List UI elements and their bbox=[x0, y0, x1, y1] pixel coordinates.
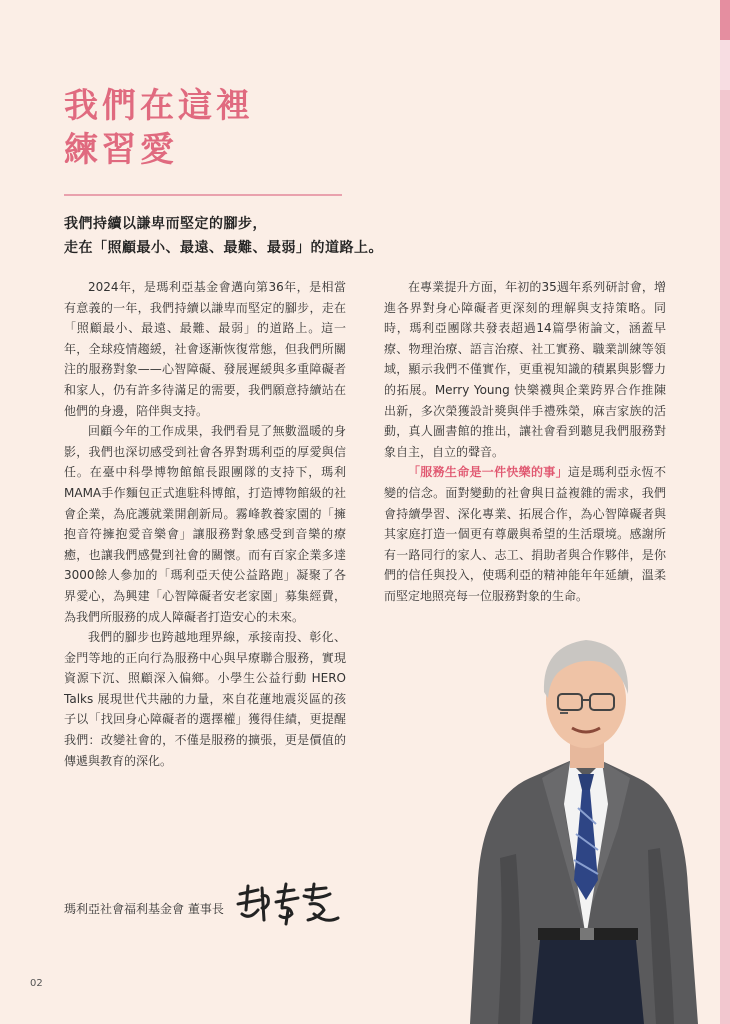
page-edge-tab bbox=[720, 0, 730, 1024]
lead-line-1: 我們持續以謙卑而堅定的腳步， bbox=[64, 216, 267, 232]
paragraph: 2024年，是瑪利亞基金會邁向第36年，是相當有意義的一年，我們持續以謙卑而堅定的腳步，走在「照顧最小、最遠、最難、最弱」的道路上。這一年，全球疫情趨緩，社會逐漸恢復常態，但我們所關注的服務對象——心智障礙、發展遲緩與多重障礙者和家人，仍有許多待滿足的需要，我們願意持續站在他們的身邊，陪伴與支持。 bbox=[64, 280, 346, 418]
chairman-portrait bbox=[460, 628, 710, 1024]
edge-tab-mark bbox=[720, 40, 730, 90]
lead-statement bbox=[64, 212, 383, 260]
paragraph bbox=[384, 462, 666, 606]
signature-organization: 瑪利亞社會福利基金會 董事長 bbox=[64, 901, 224, 916]
paragraph: 回顧今年的工作成果，我們看見了無數溫暖的身影，我們也深切感受到社會各界對瑪利亞的厚愛與信任。在臺中科學博物館館長跟團隊的支持下，瑪利MAMA手作麵包正式進駐科博館，打造博物館級的社會企業，為庇護就業開創新局。霧峰教養家園的「擁抱音符擁抱愛音樂會」讓服務對象感受到音樂的療癒，也讓我們感覺到社會的關懷。而有百家企業多達3000餘人參加的「瑪利亞天使公益路跑」凝聚了各界愛心，為興建「心智障礙者安老家園」募集經費，為我們所服務的成人障礙者打造安心的未來。 bbox=[64, 424, 346, 624]
page-title bbox=[64, 84, 254, 172]
title-line-2: 練習愛 bbox=[64, 130, 178, 170]
paragraph: 在專業提升方面，年初的35週年系列研討會，增進各界對身心障礙者更深刻的理解與支持策略。同時，瑪利亞團隊共發表超過14篇學術論文，涵蓋早療、物理治療、語言治療、社工實務、職業訓練等領域，顯示我們不僅實作，更重視知識的積累與影響力的拓展。Merry Young 快樂襪與企業跨界合作推陳出新，多次榮獲設計獎與伴手禮殊榮，麻吉家族的活動，真人圖書館的推出，讓社會看到聽見我們服務對象自主，自立的聲音。 bbox=[384, 280, 666, 459]
edge-tab-mark bbox=[720, 0, 730, 40]
lead-line-2: 走在「照顧最小、最遠、最難、最弱」的道路上。 bbox=[64, 240, 383, 256]
paragraph-text: 這是瑪利亞永恆不變的信念。面對變動的社會與日益複雜的需求，我們會持續學習、深化專業、拓展合作，為心智障礙者與其家庭打造一個更有尊嚴與希望的生活環境。感謝所有一路同行的家人、志工、捐助者與合作夥伴，是你們的信任與投入，使瑪利亞的精神能年年延續，溫柔而堅定地照亮每一位服務對象的生命。 bbox=[384, 465, 666, 603]
page-number: 02 bbox=[30, 978, 43, 989]
signature-block bbox=[64, 880, 344, 936]
highlight-quote: 「服務生命是一件快樂的事」 bbox=[408, 465, 568, 480]
paragraph: 我們的腳步也跨越地理界線，承接南投、彰化、金門等地的正向行為服務中心與早療聯合服務，實現資源下沉、照顧深入偏鄉。小學生公益行動 HERO Talks 展現世代共融的力量，來自花蓮地震災區的孩子以「找回身心障礙者的選擇權」獲得佳績，更提醒我們：改變社會的，不僅是服務的擴張，更是價值的傳遞與教育的深化。 bbox=[64, 630, 346, 768]
title-divider bbox=[64, 194, 342, 196]
title-line-1: 我們在這裡 bbox=[64, 86, 254, 126]
handwritten-signature bbox=[234, 880, 344, 936]
left-column bbox=[64, 277, 346, 771]
right-column bbox=[384, 277, 666, 607]
